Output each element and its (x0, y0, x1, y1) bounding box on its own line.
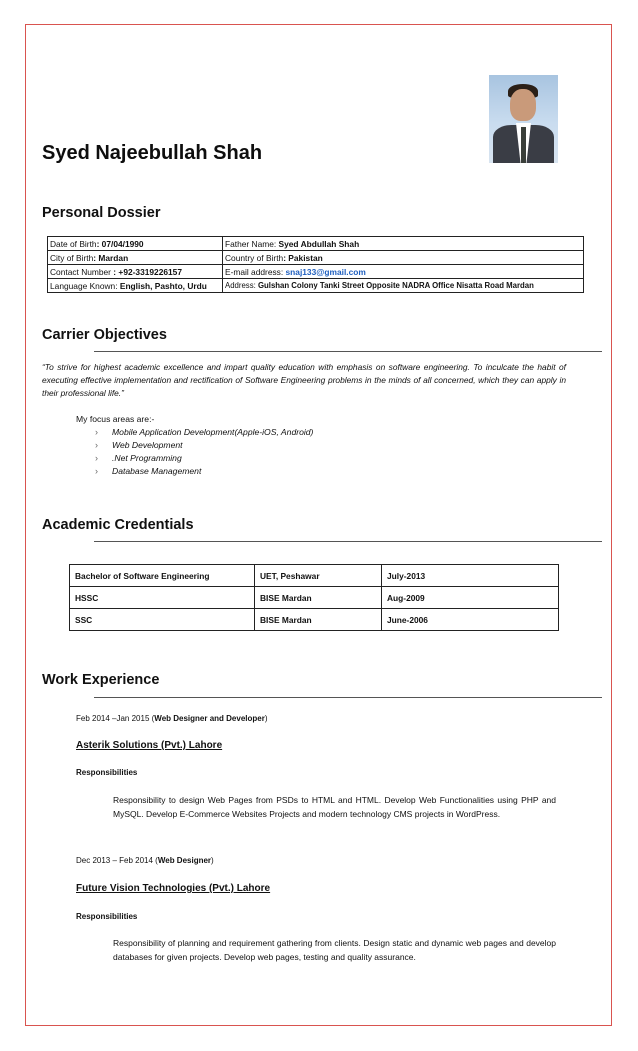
section-title-academic: Academic Credentials (42, 517, 194, 533)
dossier-cell: Country of Birth: Pakistan (223, 251, 584, 265)
email-link[interactable]: snaj133@gmail.com (283, 266, 366, 277)
date-cell: Aug-2009 (382, 587, 559, 609)
dossier-row (48, 237, 584, 251)
photo-face (510, 89, 536, 121)
dossier-row (48, 265, 584, 279)
degree-cell: HSSC (70, 587, 255, 609)
degree-cell: SSC (70, 609, 255, 631)
institute-cell: UET, Peshawar (255, 565, 382, 587)
table-row (70, 565, 559, 587)
date-cell: June-2006 (382, 609, 559, 631)
profile-photo (489, 75, 558, 163)
date-cell: July-2013 (382, 565, 559, 587)
personal-dossier-table (47, 236, 584, 293)
section-divider (94, 541, 602, 542)
section-divider (94, 351, 602, 352)
dossier-cell: E-mail address: snaj133@gmail.com (223, 265, 584, 279)
institute-cell: BISE Mardan (255, 609, 382, 631)
candidate-name: Syed Najeebullah Shah (42, 142, 263, 164)
responsibilities-text: Responsibility of planning and requirement gathering from clients. Design static and dynamic web pages and develop databases for given projects. Develop web pages, testing and quality assurance. (113, 938, 556, 962)
list-item: › Mobile Application Development(Apple-iOS, Android) (95, 427, 314, 437)
job-date: Feb 2014 –Jan 2015 (Web Designer and Developer) (76, 714, 268, 723)
degree-cell: Bachelor of Software Engineering (70, 565, 255, 587)
dossier-cell: Language Known: English, Pashto, Urdu (48, 279, 223, 293)
dossier-cell: Father Name: Syed Abdullah Shah (223, 237, 584, 251)
chevron-right-icon: › (95, 453, 98, 463)
list-item: › Database Management (95, 466, 202, 476)
section-title-objectives: Carrier Objectives (42, 327, 167, 343)
company-name: Asterik Solutions (Pvt.) Lahore (76, 740, 223, 751)
institute-cell: BISE Mardan (255, 587, 382, 609)
responsibilities-label: Responsibilities (76, 768, 138, 777)
table-row (70, 609, 559, 631)
list-item: › .Net Programming (95, 453, 182, 463)
dossier-cell: Address: Gulshan Colony Tanki Street Opposite NADRA Office Nisatta Road Mardan (223, 279, 584, 293)
section-title-work: Work Experience (42, 672, 160, 688)
section-title-personal: Personal Dossier (42, 205, 161, 221)
dossier-cell: Date of Birth: 07/04/1990 (48, 237, 223, 251)
objective-text: “To strive for highest academic excellence and impart quality education with emphasis on software engineering. To inculcate the habit of executing effective implementation and rectification of Software Engineering problems in the minds of all concerned, which they can apply in their professional life.” (42, 362, 566, 398)
section-divider (94, 697, 602, 698)
responsibilities-text: Responsibility to design Web Pages from PSDs to HTML and HTML. Develop Web Functionalities using PHP and MySQL. Develop E-Commerce Websites Projects and modern technology CMS projects in WordPress. (113, 795, 556, 819)
list-item: › Web Development (95, 440, 183, 450)
chevron-right-icon: › (95, 427, 98, 437)
photo-tie (521, 127, 526, 163)
focus-intro: My focus areas are:- (76, 414, 155, 424)
table-row (70, 587, 559, 609)
dossier-row (48, 279, 584, 293)
dossier-row (48, 251, 584, 265)
focus-list (95, 426, 313, 478)
responsibilities-label: Responsibilities (76, 912, 138, 921)
chevron-right-icon: › (95, 440, 98, 450)
company-name: Future Vision Technologies (Pvt.) Lahore (76, 883, 271, 894)
job-date: Dec 2013 – Feb 2014 (Web Designer) (76, 856, 214, 865)
academic-table (69, 564, 559, 631)
dossier-cell: City of Birth: Mardan (48, 251, 223, 265)
dossier-cell: Contact Number : +92-3319226157 (48, 265, 223, 279)
chevron-right-icon: › (95, 466, 98, 476)
